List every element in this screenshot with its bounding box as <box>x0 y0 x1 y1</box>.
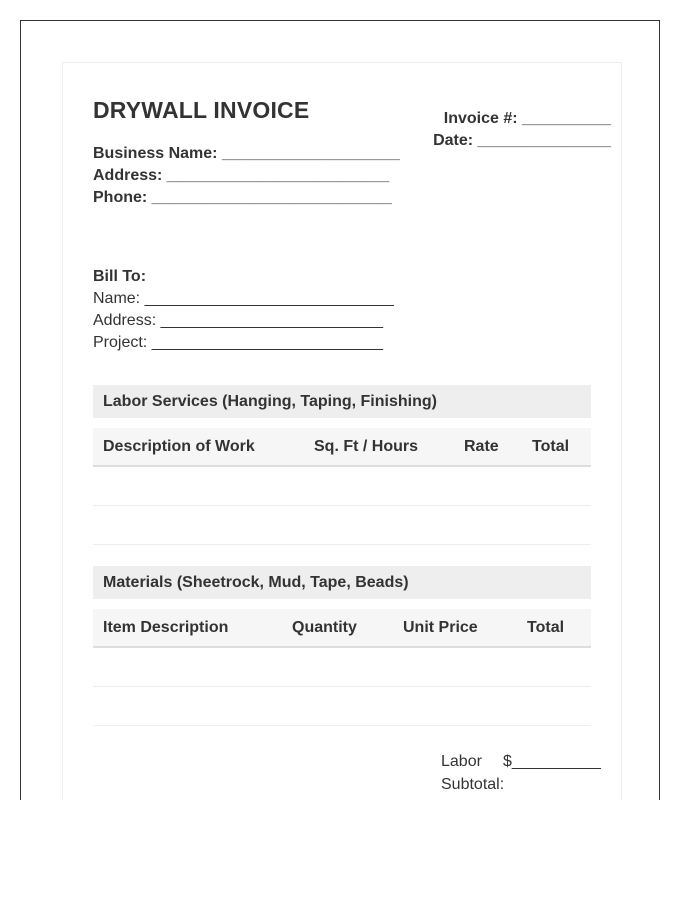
labor-col-total: Total <box>532 438 570 455</box>
bill-to-block <box>93 266 394 354</box>
client-project-field: Project: __________________________ <box>93 334 384 351</box>
materials-table-header <box>93 609 591 648</box>
labor-subtotal-value: $__________ <box>503 753 601 770</box>
labor-section <box>93 385 591 545</box>
business-info <box>93 143 400 209</box>
labor-col-sqft-hours: Sq. Ft / Hours <box>314 438 418 455</box>
business-name-field: Business Name: ____________________ <box>93 145 400 162</box>
document-frame <box>20 20 660 800</box>
client-name-field: Name: ____________________________ <box>93 290 394 307</box>
bill-to-heading: Bill To: <box>93 268 147 285</box>
materials-table-row <box>93 687 591 726</box>
invoice-sheet <box>62 62 622 800</box>
materials-table-row <box>93 648 591 687</box>
materials-col-total: Total <box>527 619 565 636</box>
labor-table-row <box>93 467 591 506</box>
invoice-meta <box>433 108 611 152</box>
labor-subtotal-label: Labor Subtotal: <box>441 753 505 793</box>
labor-table-row <box>93 506 591 545</box>
materials-col-item: Item Description <box>103 619 229 636</box>
client-address-field: Address: _________________________ <box>93 312 384 329</box>
materials-section-title: Materials (Sheetrock, Mud, Tape, Beads) <box>93 566 591 599</box>
totals-block <box>441 750 601 796</box>
materials-section <box>93 566 591 726</box>
labor-section-title: Labor Services (Hanging, Taping, Finishing) <box>93 385 591 418</box>
invoice-number-field: Invoice #: __________ <box>443 110 611 127</box>
materials-col-unit-price: Unit Price <box>403 619 478 636</box>
business-phone-field: Phone: ___________________________ <box>93 189 392 206</box>
business-address-field: Address: _________________________ <box>93 167 390 184</box>
invoice-title: DRYWALL INVOICE <box>93 97 310 123</box>
invoice-date-field: Date: _______________ <box>433 132 611 149</box>
labor-col-description: Description of Work <box>103 438 255 455</box>
labor-table-header <box>93 428 591 467</box>
labor-col-rate: Rate <box>464 438 499 455</box>
materials-col-quantity: Quantity <box>292 619 357 636</box>
